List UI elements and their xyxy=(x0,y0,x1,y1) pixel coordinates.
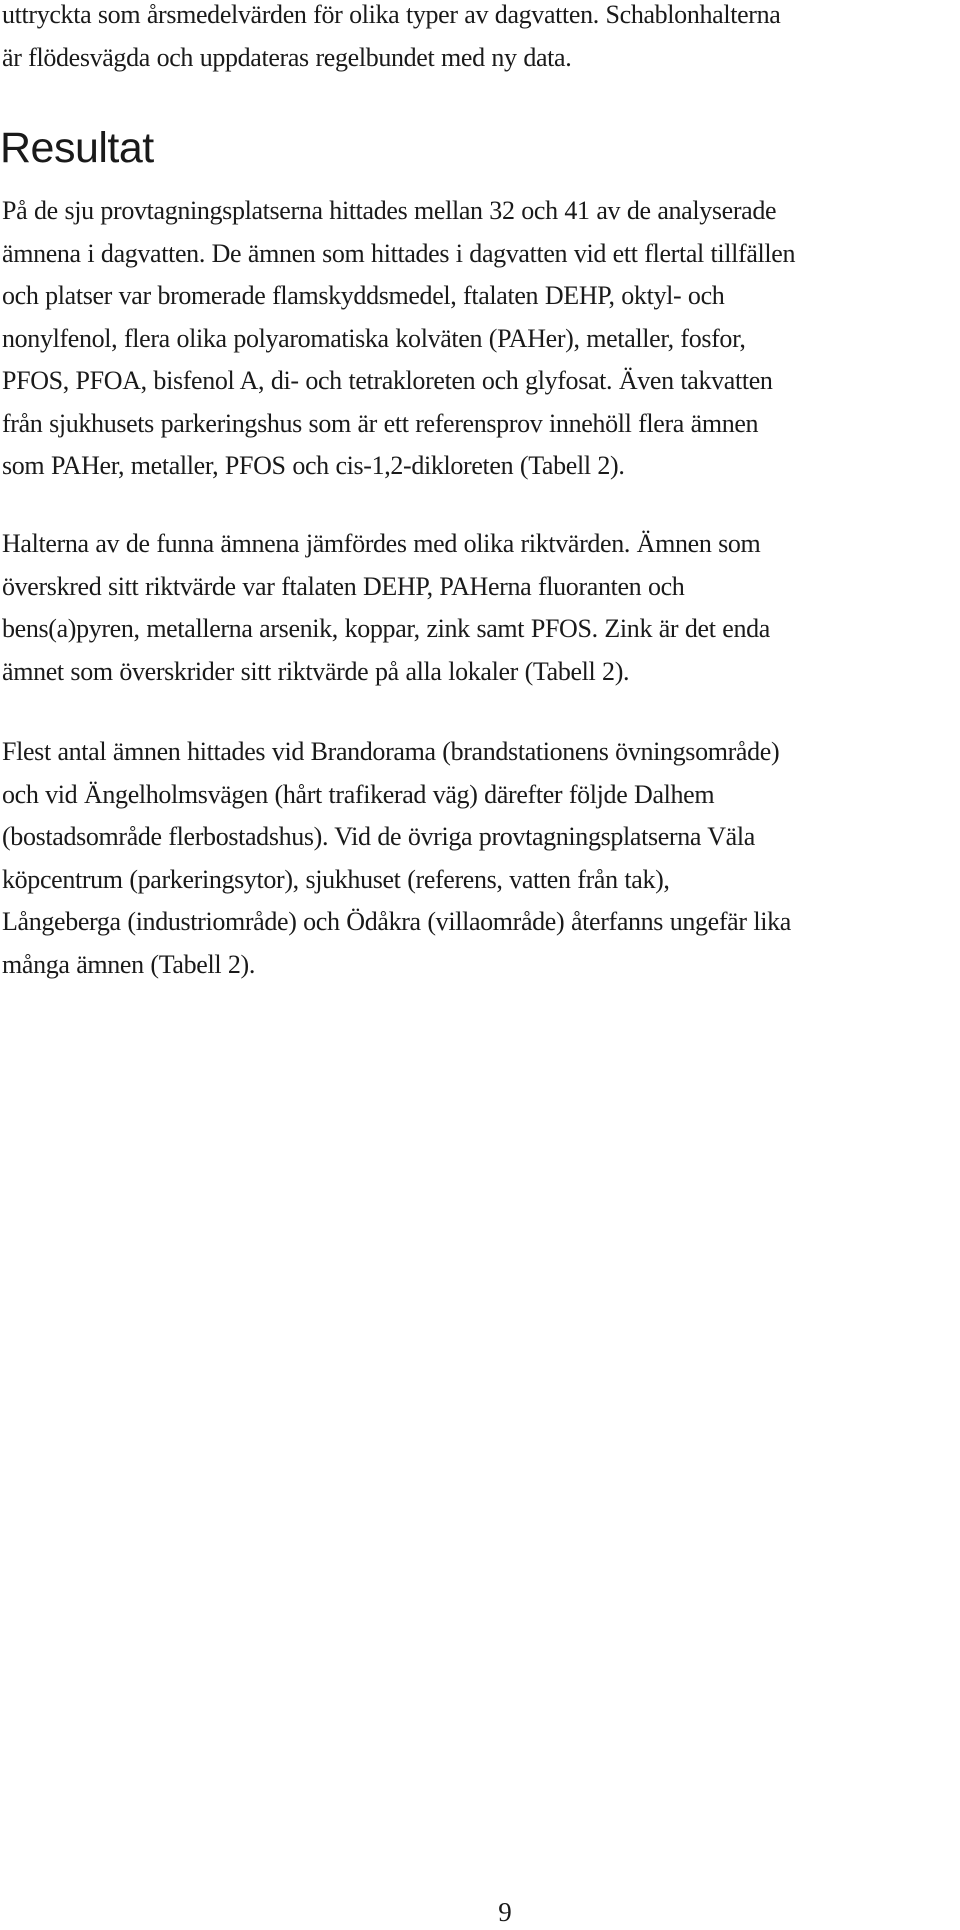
text-line: och vid Ängelholmsvägen (hårt trafikerad väg) därefter följde Dalhem xyxy=(2,779,715,809)
text-line: uttryckta som årsmedelvärden för olika typer av dagvatten. Schablonhalterna xyxy=(2,0,781,29)
text-line: överskred sitt riktvärde var ftalaten DEHP, PAHerna fluoranten och xyxy=(2,571,685,601)
text-line: bens(a)pyren, metallerna arsenik, koppar, zink samt PFOS. Zink är det enda xyxy=(2,614,770,643)
page-number: 9 xyxy=(498,1897,512,1927)
text-line: ämnet som överskrider sitt riktvärde på alla lokaler (Tabell 2). xyxy=(2,656,630,686)
text-line: köpcentrum (parkeringsytor), sjukhuset (referens, vatten från tak), xyxy=(2,864,670,894)
results-paragraph-2 xyxy=(2,523,952,693)
text-line: många ämnen (Tabell 2). xyxy=(2,949,255,979)
intro-paragraph xyxy=(2,0,952,79)
text-line: Halterna av de funna ämnena jämfördes med olika riktvärden. Ämnen som xyxy=(2,529,761,558)
text-line: På de sju provtagningsplatserna hittades mellan 32 och 41 av de analyserade xyxy=(2,196,777,225)
results-paragraph-1 xyxy=(2,190,952,488)
text-line: PFOS, PFOA, bisfenol A, di- och tetrakloreten och glyfosat. Även takvatten xyxy=(2,366,773,395)
results-paragraph-3 xyxy=(2,731,952,986)
text-line: från sjukhusets parkeringshus som är ett referensprov innehöll flera ämnen xyxy=(2,408,759,438)
text-line: som PAHer, metaller, PFOS och cis-1,2-dikloreten (Tabell 2). xyxy=(2,451,625,480)
text-line: nonylfenol, flera olika polyaromatiska kolväten (PAHer), metaller, fosfor, xyxy=(2,323,746,353)
text-line: ämnena i dagvatten. De ämnen som hittades i dagvatten vid ett flertal tillfällen xyxy=(2,238,796,268)
text-line: och platser var bromerade flamskyddsmedel, ftalaten DEHP, oktyl- och xyxy=(2,281,725,310)
text-line: (bostadsområde flerbostadshus). Vid de övriga provtagningsplatserna Väla xyxy=(2,822,755,851)
text-line: Flest antal ämnen hittades vid Brandorama (brandstationens övningsområde) xyxy=(2,737,780,766)
text-line: Långeberga (industriområde) och Ödåkra (villaområde) återfanns ungefär lika xyxy=(2,907,791,936)
section-heading: Resultat xyxy=(0,124,154,172)
text-line: är flödesvägda och uppdateras regelbundet med ny data. xyxy=(2,42,572,72)
